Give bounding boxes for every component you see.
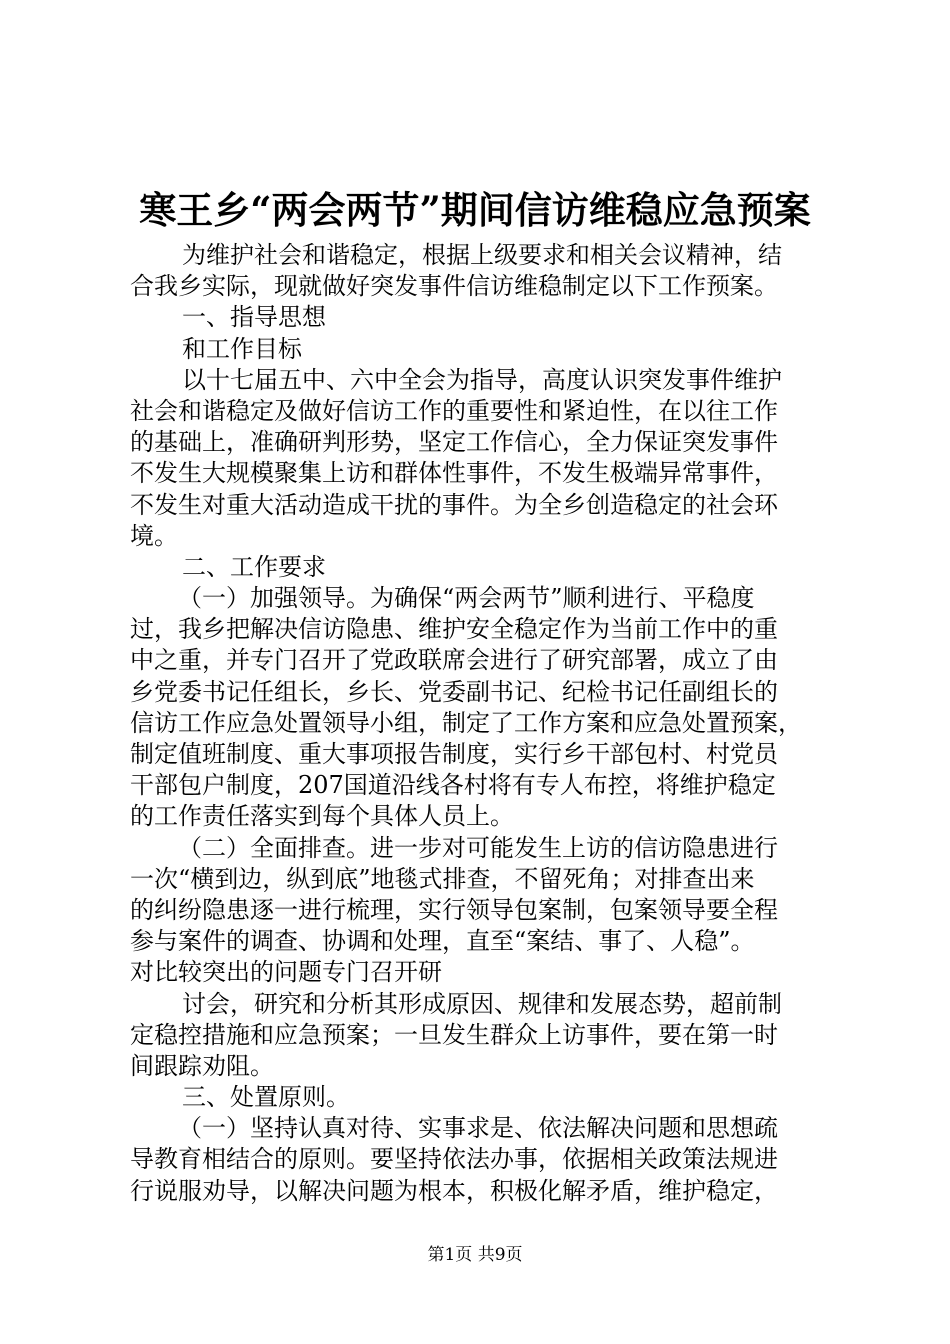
paragraph-line: 以十七届五中、六中全会为指导，高度认识突发事件维护 [182, 365, 782, 394]
document-title: 寒王乡“两会两节”期间信访维稳应急预案 [139, 188, 811, 232]
paragraph-line: 对比较突出的问题专门召开研 [130, 958, 442, 987]
section-heading: 二、工作要求 [182, 552, 326, 581]
section-heading: 三、处置原则。 [182, 1083, 350, 1112]
paragraph-line: 行说服劝导，以解决问题为根本，积极化解矛盾，维护稳定， [130, 1176, 778, 1205]
paragraph-line: 间跟踪劝阻。 [130, 1051, 274, 1080]
paragraph-line: 境。 [130, 521, 178, 550]
paragraph-line: 不发生大规模聚集上访和群体性事件，不发生极端异常事件， [130, 459, 778, 488]
paragraph-line: 的工作责任落实到每个具体人员上。 [130, 802, 514, 831]
document-body [130, 240, 830, 1207]
paragraph-line: 合我乡实际，现就做好突发事件信访维稳制定以下工作预案。 [130, 272, 778, 301]
paragraph-line: 信访工作应急处置领导小组，制定了工作方案和应急处置预案， [130, 708, 802, 737]
paragraph-line: 一次“横到边，纵到底”地毯式排查，不留死角；对排查出来 [130, 864, 755, 893]
section-heading: 和工作目标 [182, 334, 302, 363]
paragraph-line: （一）加强领导。为确保“两会两节”顺利进行、平稳度 [178, 584, 755, 613]
paragraph-line: 社会和谐稳定及做好信访工作的重要性和紧迫性，在以往工作 [130, 396, 778, 425]
page-footer: 第1页 共9页 [427, 1245, 523, 1265]
paragraph-line: 为维护社会和谐稳定，根据上级要求和相关会议精神，结 [182, 241, 782, 269]
paragraph-line: 参与案件的调查、协调和处理，直至“案结、事了、人稳”。 [130, 927, 755, 956]
paragraph-line: 乡党委书记任组长，乡长、党委副书记、纪检书记任副组长的 [130, 677, 778, 706]
paragraph-line: （一）坚持认真对待、实事求是、依法解决问题和思想疏 [178, 1114, 778, 1143]
paragraph-line: 干部包户制度，207国道沿线各村将有专人布控，将维护稳定 [130, 771, 776, 800]
paragraph-line: 讨会，研究和分析其形成原因、规律和发展态势，超前制 [182, 989, 782, 1018]
section-heading: 一、指导思想 [182, 303, 326, 332]
paragraph-line: 的纠纷隐患逐一进行梳理，实行领导包案制，包案领导要全程 [130, 895, 778, 924]
paragraph-line: （二）全面排查。进一步对可能发生上访的信访隐患进行 [178, 833, 778, 862]
paragraph-line: 过，我乡把解决信访隐患、维护安全稳定作为当前工作中的重 [130, 615, 778, 644]
paragraph-line: 导教育相结合的原则。要坚持依法办事，依据相关政策法规进 [130, 1145, 778, 1174]
paragraph-line: 中之重，并专门召开了党政联席会进行了研究部署，成立了由 [130, 646, 778, 675]
paragraph-line: 的基础上，准确研判形势，坚定工作信心，全力保证突发事件 [130, 428, 778, 457]
paragraph-line: 定稳控措施和应急预案；一旦发生群众上访事件，要在第一时 [130, 1020, 778, 1049]
paragraph-line: 不发生对重大活动造成干扰的事件。为全乡创造稳定的社会环 [130, 490, 778, 519]
paragraph-line: 制定值班制度、重大事项报告制度，实行乡干部包村、村党员 [130, 740, 778, 768]
